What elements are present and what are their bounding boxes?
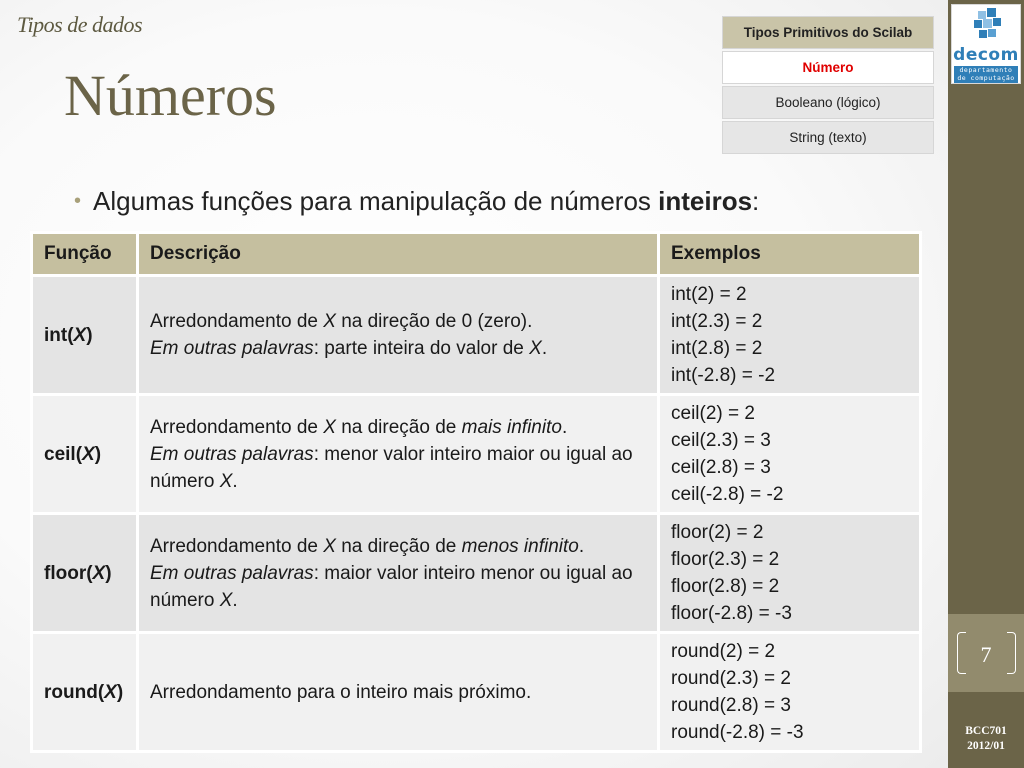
- function-description: Arredondamento para o inteiro mais próximo.: [138, 633, 659, 752]
- function-examples: int(2) = 2 int(2.3) = 2 int(2.8) = 2 int(-2.8) = -2: [659, 276, 921, 395]
- decom-logo-icon: [952, 5, 1020, 47]
- page-title: Números: [64, 63, 277, 128]
- function-description: Arredondamento de X na direção de 0 (zero). Em outras palavras: parte inteira do valor de X.: [138, 276, 659, 395]
- table-row: [32, 633, 921, 752]
- function-name: round(X): [32, 633, 138, 752]
- function-examples: floor(2) = 2 floor(2.3) = 2 floor(2.8) = 2 floor(-2.8) = -3: [659, 514, 921, 633]
- header-descricao: Descrição: [138, 233, 659, 276]
- table-row: [32, 395, 921, 514]
- course-info: [948, 724, 1024, 754]
- decom-logo: [951, 4, 1021, 84]
- function-examples: round(2) = 2 round(2.3) = 2 round(2.8) = 3 round(-2.8) = -3: [659, 633, 921, 752]
- bullet-icon: •: [74, 190, 82, 212]
- function-name: int(X): [32, 276, 138, 395]
- bullet-emphasis: inteiros: [658, 186, 753, 216]
- table-header-row: [32, 233, 921, 276]
- primitive-types-nav: [722, 14, 934, 156]
- function-description: Arredondamento de X na direção de mais infinito. Em outras palavras: menor valor inteiro maior ou igual ao número X.: [138, 395, 659, 514]
- functions-table: [30, 231, 922, 753]
- course-term: 2012/01: [967, 740, 1005, 752]
- header-exemplos: Exemplos: [659, 233, 921, 276]
- bullet-point: [74, 186, 759, 217]
- function-name: ceil(X): [32, 395, 138, 514]
- nav-heading: Tipos Primitivos do Scilab: [722, 16, 934, 49]
- page-number: 7: [980, 642, 992, 667]
- logo-subtitle: departamento de computação: [954, 66, 1018, 83]
- nav-item-string[interactable]: String (texto): [722, 121, 934, 154]
- page-number-box: [948, 614, 1024, 692]
- course-code: BCC701: [965, 725, 1007, 737]
- bullet-text: Algumas funções para manipulação de números: [93, 186, 659, 216]
- nav-item-booleano[interactable]: Booleano (lógico): [722, 86, 934, 119]
- function-description: Arredondamento de X na direção de menos infinito. Em outras palavras: maior valor inteiro menor ou igual ao número X.: [138, 514, 659, 633]
- nav-item-numero[interactable]: Número: [722, 51, 934, 84]
- section-title: Tipos de dados: [17, 12, 143, 37]
- table-row: [32, 514, 921, 633]
- bullet-suffix: :: [752, 186, 760, 216]
- function-name: floor(X): [32, 514, 138, 633]
- logo-word: decom: [953, 45, 1019, 65]
- table-row: [32, 276, 921, 395]
- function-examples: ceil(2) = 2 ceil(2.3) = 3 ceil(2.8) = 3 ceil(-2.8) = -2: [659, 395, 921, 514]
- header-funcao: Função: [32, 233, 138, 276]
